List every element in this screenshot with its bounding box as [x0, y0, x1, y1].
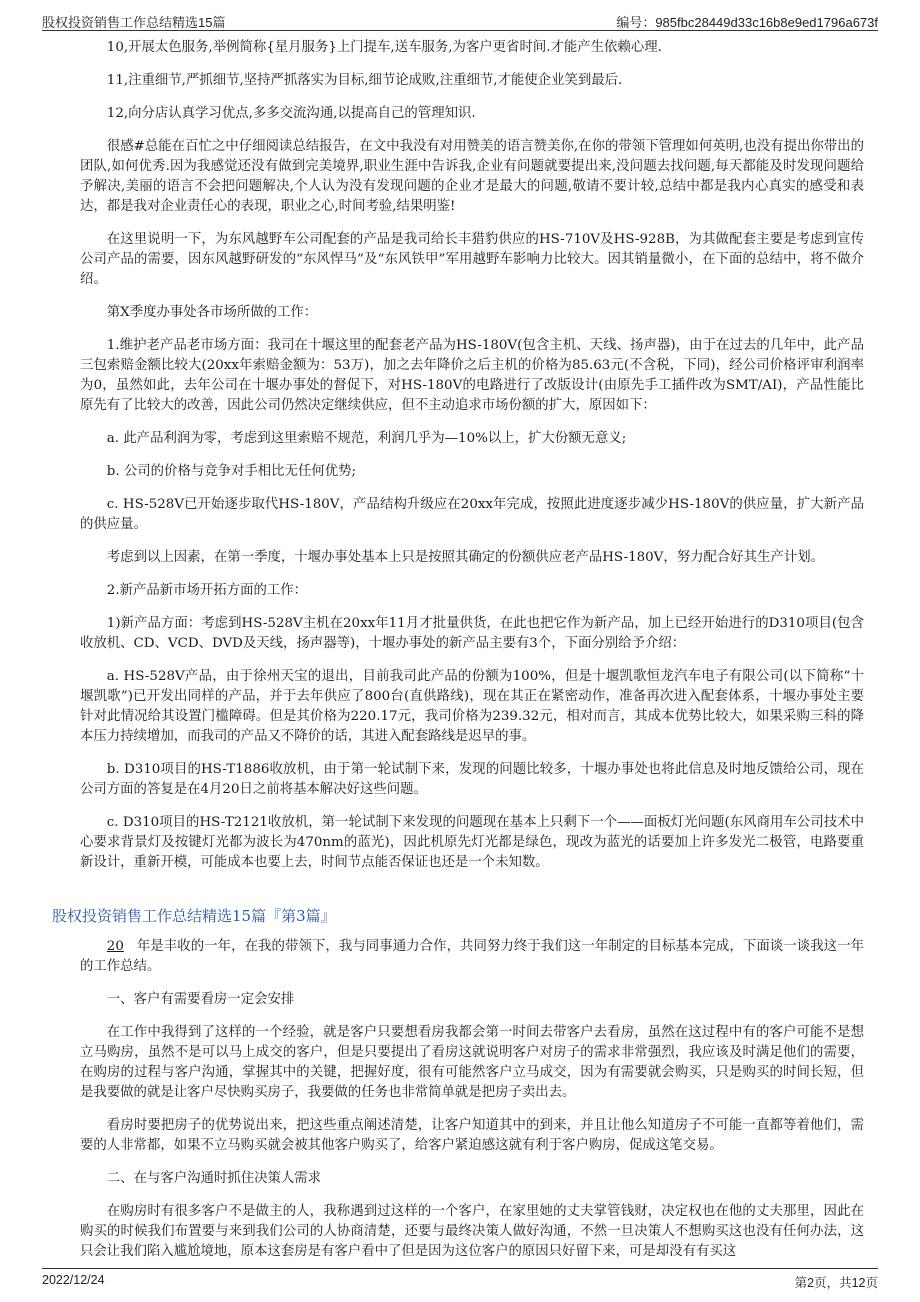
body-paragraph: c. HS-528V已开始逐步取代HS-180V，产品结构升级应在20xx年完成，按照此进度逐步减少HS-180V的供应量，扩大新产品的供应量。 [80, 497, 864, 532]
body-paragraph: 10,开展太色服务,举例简称{星月服务}上门提车,送车服务,为客户更省时间.才能产生依赖心理. [106, 40, 662, 55]
body-paragraph: a. HS-528V产品，由于徐州天宝的退出，目前我司此产品的份额为100%，但是十堰凯歌恒龙汽车电子有限公司(以下简称“十堰凯歌”)已开发出同样的产品，并于去年供应了800台(直供路线)，现在其正在紧密动作，准备再次进入配套体系，十堰办事处主要针对此情况给其设置门槛障碍。但是其价格为220.17元，我司价格为239.32元，相对而言，其成本优势比较大，如果采购三科的降本压力持续增加，而我司的产品又不降价的话，其进入配套路线是迟早的事。 [80, 669, 864, 744]
footer-date: 2022/12/24 [42, 1273, 105, 1287]
body-paragraph: 考虑到以上因素，在第一季度，十堰办事处基本上只是按照其确定的份额供应老产品HS-180V，努力配合好其生产计划。 [106, 550, 825, 565]
page-header [42, 0, 878, 31]
page-footer [42, 1268, 878, 1289]
section-title: 股权投资销售工作总结精选15篇『第3篇』 [52, 907, 336, 925]
body-paragraph: 很感#总能在百忙之中仔细阅读总结报告，在文中我没有对用赞美的语言赞美你,在你的带领下管理如何英明,也没有提出你带出的团队,如何优秀.因为我感觉还没有做到完美境界,职业生涯中告诉我,企业有问题就要提出来,没问题去找问题,每天都能及时发现问题给予解决,美丽的语言不会把问题解决,个人认为没有发现问题的企业才是最大的问题,敬请不要计较,总结中都是我内心真实的感受和表达，都是我对企业责任心的表现，职业之心,时间考验,结果明鉴! [80, 139, 864, 214]
body-paragraph: c. D310项目的HS-T2121收放机，第一轮试制下来发现的问题现在基本上只剩下一个——面板灯光问题(东风商用车公司技术中心要求背景灯及按键灯光都为波长为470nm的蓝光)，因此机原先灯光都是绿色，现改为蓝光的话要加上许多发光二极管，电路要重新设计，重新开模，可能成本也要上去，时间节点能否保证也还是一个未知数。 [80, 815, 864, 870]
body-paragraph: 在购房时有很多客户不是做主的人，我称遇到过这样的一个客户，在家里她的丈夫掌管钱财，决定权也在他的丈夫那里，因此在购买的时候我们布置要与来到我们公司的人协商清楚，还要与最终决策人做好沟通，不然一旦决策人不想购买这也没有任何办法，这只会让我们陷入尴尬境地，原本这套房是有客户看中了但是因为这位客户的原因只好留下来，可是却没有有买这 [80, 1204, 864, 1259]
body-paragraph: 1.维护老产品老市场方面：我司在十堰这里的配套老产品为HS-180V(包含主机、天线、扬声器)，由于在过去的几年中，此产品三包索赔金额比较大(20xx年索赔金额为：53万)，加之去年降价之后主机的价格为85.63元(不含税，下同)，经公司价格评审利润率为0，虽然如此，去年公司在十堰办事处的督促下，对HS-180V的电路进行了改版设计(由原先手工插件改为SMT/AI)，产品性能比原先有了比较大的改善，因此公司仍然决定继续供应，但不主动追求市场份额的扩大，原因如下： [80, 338, 864, 413]
body-paragraph: 12,向分店认真学习优点,多多交流沟通,以提高自己的管理知识. [106, 106, 476, 121]
body-paragraph: b. D310项目的HS-T1886收放机，由于第一轮试制下来，发现的问题比较多，十堰办事处也将此信息及时地反馈给公司，现在公司方面的答复是在4月20日之前将基本解决好这些问题。 [80, 762, 864, 797]
body-paragraph: b. 公司的价格与竞争对手相比无任何优势; [106, 464, 357, 479]
body-paragraph: 11,注重细节,严抓细节,坚持严抓落实为目标,细节论成败,注重细节,才能使企业笑到最后. [106, 73, 623, 88]
body-paragraph: 在这里说明一下，为东风越野车公司配套的产品是我司给长丰猎豹供应的HS-710V及HS-928B，为其做配套主要是考虑到宣传公司产品的需要，因东风越野研发的“东风悍马”及“东风铁甲”军用越野车影响力比较大。因其销量微小，在下面的总结中，将不做介绍。 [80, 232, 864, 287]
header-doc-id: 编号：985fbc28449d33c16b8e9ed1796a673f [616, 15, 878, 30]
document-body [52, 38, 864, 1262]
body-paragraph: a. 此产品利润为零，考虑到这里索赔不规范，利润几乎为—10%以上，扩大份额无意义; [106, 431, 627, 446]
footer-page-number: 第2页，共12页 [794, 1276, 878, 1290]
body-paragraph: 看房时要把房子的优势说出来，把这些重点阐述清楚，让客户知道其中的到来，并且让他么知道房子不可能一直都等着他们，需要的人非常都，如果不立马购买就会被其他客户购买了，给客户紧迫感这就有利于客户购房，促成这笔交易。 [80, 1118, 864, 1153]
paragraph-text: 年是丰收的一年，在我的带领下，我与同事通力合作，共同努力终于我们这一年制定的目标基本完成，下面谈一谈我这一年的工作总结。 [80, 939, 864, 974]
body-paragraph [80, 937, 864, 977]
body-paragraph: 在工作中我得到了这样的一个经验，就是客户只要想看房我都会第一时间去带客户去看房，虽然在这过程中有的客户可能不是想立马购房，虽然不是可以马上成交的客户，但是只要提出了看房这就说明客户对房子的需求非常强烈，我应该及时满足他们的需要，在购房的过程与客户沟通，掌握其中的关键，把握好度，很有可能然客户立马成交，因为有需要就会购买，只是购买的时间长短，但是我要做的就是让客户尽快购买房子，我要做的任务也非常简单就是把房子卖出去。 [80, 1025, 864, 1100]
header-title: 股权投资销售工作总结精选15篇 [42, 15, 226, 30]
body-paragraph: 第X季度办事处各市场所做的工作： [106, 305, 318, 320]
subheading: 二、在与客户沟通时抓住决策人需求 [106, 1171, 322, 1186]
subheading: 一、客户有需要看房一定会安排 [106, 992, 295, 1007]
year-prefix: 20 [106, 939, 124, 954]
body-paragraph: 1)新产品方面：考虑到HS-528V主机在20xx年11月才批量供货，在此也把它作为新产品，加上已经开始进行的D310项目(包含收放机、CD、VCD、DVD及天线，扬声器等)，十堰办事处的新产品主要有3个，下面分别给予介绍： [80, 616, 864, 651]
body-paragraph: 2.新产品新市场开拓方面的工作： [106, 583, 308, 598]
